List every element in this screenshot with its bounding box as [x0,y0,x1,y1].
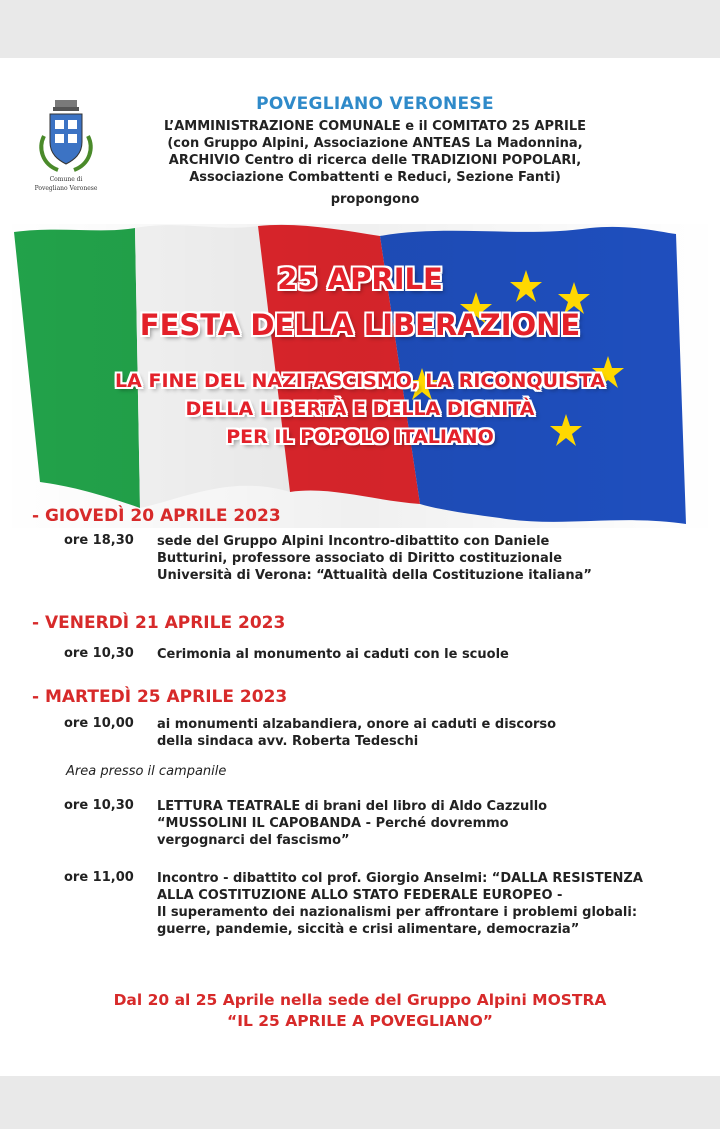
municipal-crest-icon [36,98,96,174]
crest-caption-1: Comune di [49,176,83,183]
event-line: guerre, pandemie, siccità e crisi alimentare, democrazia” [157,922,580,937]
event-line: della sindaca avv. Roberta Tedeschi [157,734,419,749]
event-line: ai monumenti alzabandiera, onore ai caduti e discorso [157,717,557,732]
event-line: LETTURA TEATRALE di brani del libro di Aldo Cazzullo [157,799,548,814]
header-line-1: L’AMMINISTRAZIONE COMUNALE e il COMITATO 25 APRILE [163,119,587,134]
flag-banner [0,224,720,528]
header-line-2: (con Gruppo Alpini, Associazione ANTEAS La Madonnina, [167,136,583,151]
footer-exhibition [0,990,720,1032]
footer-line-1: Dal 20 al 25 Aprile nella sede del Gruppo Alpini MOSTRA [113,991,607,1009]
banner-date: 25 APRILE [277,262,443,296]
time-18-30: ore 18,30 [64,533,134,548]
event-line: ALLA COSTITUZIONE ALLO STATO FEDERALE EUROPEO - [157,888,563,903]
event-line: Università di Verona: “Attualità della Costituzione italiana” [157,568,592,583]
header-block [120,94,630,207]
banner-subtitle-2: DELLA LIBERTÀ E DELLA DIGNITÀ [185,398,535,420]
event-line: Incontro - dibattito col prof. Giorgio Anselmi: “DALLA RESISTENZA [157,871,643,886]
crest-caption-2: Povegliano Veronese [34,185,98,192]
banner-festa: FESTA DELLA LIBERAZIONE [139,308,581,342]
event-line: Il superamento dei nazionalismi per affrontare i problemi globali: [157,905,638,920]
header-line-4: Associazione Combattenti e Reduci, Sezione Fanti) [189,170,561,185]
event-martedi-1 [157,716,697,750]
time-10-30: ore 10,30 [64,646,134,661]
banner-subtitle-1: LA FINE DEL NAZIFASCISMO, LA RICONQUISTA [115,370,605,392]
day-martedi: - MARTEDÌ 25 APRILE 2023 [32,687,288,707]
footer-line-2: “IL 25 APRILE A POVEGLIANO” [227,1012,493,1030]
municipal-crest [34,98,98,198]
day-giovedi: - GIOVEDÌ 20 APRILE 2023 [32,506,281,526]
event-line: Butturini, professore associato di Diritto costituzionale [157,551,563,566]
event-line: vergognarci del fascismo” [157,833,350,848]
poster-sheet [0,58,720,1076]
town-title: POVEGLIANO VERONESE [256,94,494,114]
event-martedi-2 [157,798,697,849]
area-campanile: Area presso il campanile [66,764,227,779]
event-martedi-3 [157,870,697,938]
time-10-30-b: ore 10,30 [64,798,134,813]
day-venerdi: - VENERDÌ 21 APRILE 2023 [32,613,286,633]
event-line: Cerimonia al monumento ai caduti con le scuole [157,647,509,662]
header-line-3: ARCHIVIO Centro di ricerca delle TRADIZIONI POPOLARI, [168,153,582,168]
event-line: “MUSSOLINI IL CAPOBANDA - Perché dovremmo [157,816,509,831]
propongono-text: propongono [330,192,420,207]
banner-subtitle-3: PER IL POPOLO ITALIANO [226,426,494,448]
event-venerdi [157,646,697,663]
time-11-00: ore 11,00 [64,870,134,885]
event-line: sede del Gruppo Alpini Incontro-dibattito con Daniele [157,534,550,549]
time-10-00: ore 10,00 [64,716,134,731]
event-giovedi [157,533,697,584]
